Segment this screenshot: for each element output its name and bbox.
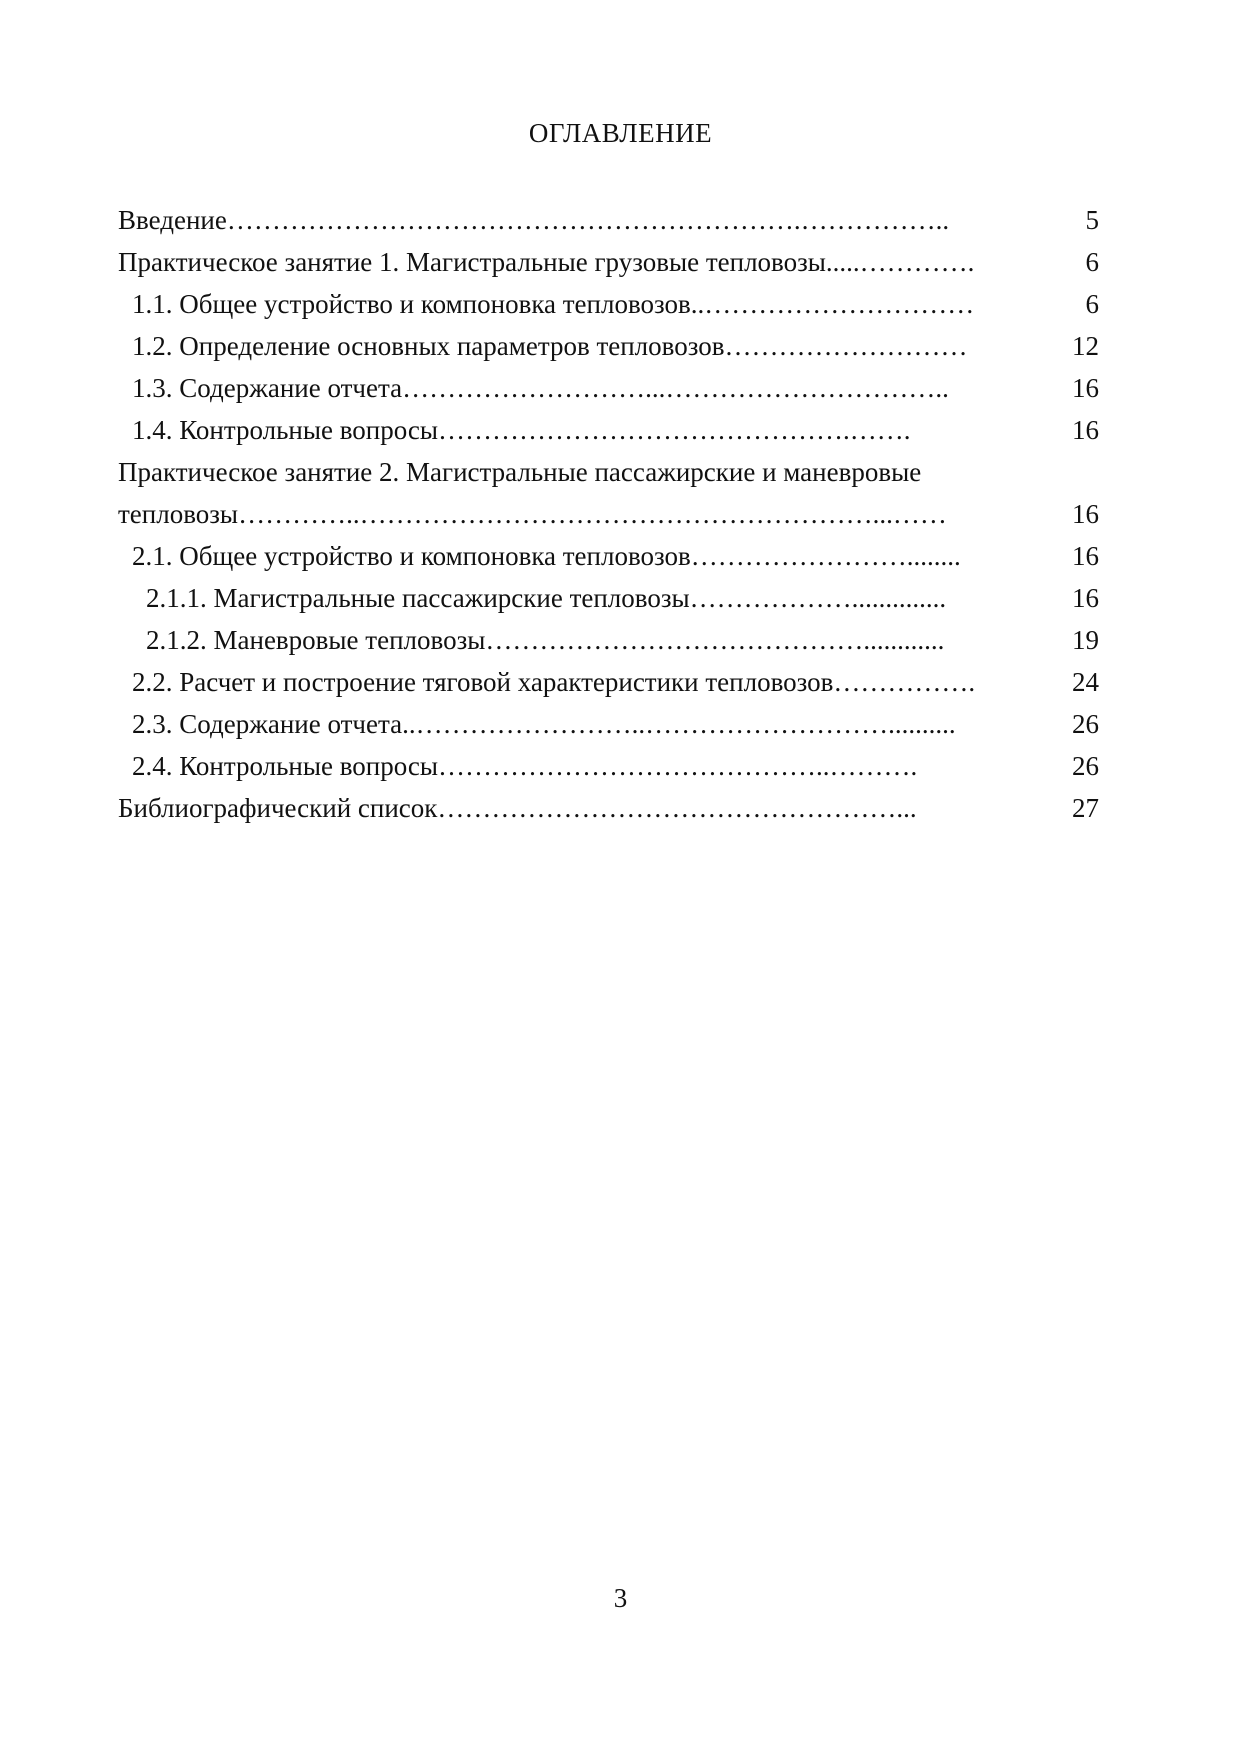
toc-entry-page: 26 bbox=[1072, 709, 1099, 739]
toc-entry-practice-1[interactable] bbox=[0, 241, 1241, 283]
toc-entry-text: Практическое занятие 2. Магистральные пассажирские и маневровые bbox=[118, 457, 922, 487]
toc-entry-1-4[interactable] bbox=[0, 409, 1241, 451]
toc-entry-page: 19 bbox=[1072, 625, 1099, 655]
toc-entry-page: 6 bbox=[1085, 247, 1099, 277]
toc-entry-page: 16 bbox=[1072, 541, 1099, 571]
toc-entry-page: 12 bbox=[1072, 331, 1099, 361]
toc-entry-2-3[interactable] bbox=[0, 703, 1241, 745]
toc-entry-page: 26 bbox=[1072, 751, 1099, 781]
toc-entry-2-2[interactable] bbox=[0, 661, 1241, 703]
toc-entry-bibliography[interactable] bbox=[0, 787, 1241, 829]
toc-entry-introduction[interactable] bbox=[0, 199, 1241, 241]
toc-entry-page: 24 bbox=[1072, 667, 1099, 697]
page-number: 3 bbox=[613, 1583, 628, 1613]
toc-entry-text: 2.3. Содержание отчета..……………………..……………………….......... bbox=[132, 709, 956, 739]
toc-entry-page: 6 bbox=[1085, 289, 1099, 319]
toc-entry-2-1[interactable] bbox=[0, 535, 1241, 577]
toc-entry-text: 1.2. Определение основных параметров тепловозов……………………… bbox=[132, 331, 968, 361]
toc-entry-text: тепловозы…………..…………………………………………………...…… bbox=[118, 499, 947, 529]
page-title: ОГЛАВЛЕНИЕ bbox=[528, 118, 713, 148]
toc-entry-1-1[interactable] bbox=[0, 283, 1241, 325]
toc-entry-page: 16 bbox=[1072, 415, 1099, 445]
toc-entry-page: 5 bbox=[1085, 205, 1099, 235]
toc-entry-text: 2.4. Контрольные вопросы……………………………………..………. bbox=[132, 751, 918, 781]
toc-entry-1-2[interactable] bbox=[0, 325, 1241, 367]
toc-entry-practice-2-cont[interactable] bbox=[0, 493, 1241, 535]
toc-entry-page: 27 bbox=[1072, 793, 1099, 823]
toc-entry-text: 1.4. Контрольные вопросы……………………………………….……. bbox=[132, 415, 911, 445]
toc-entry-1-3[interactable] bbox=[0, 367, 1241, 409]
toc-entry-text: 2.1. Общее устройство и компоновка тепловозов……………………........ bbox=[132, 541, 961, 571]
toc-entry-text: 1.3. Содержание отчета………………………...………………………….. bbox=[132, 373, 949, 403]
toc-entry-text: 2.1.1. Магистральные пассажирские тепловозы……………….............. bbox=[146, 583, 947, 613]
table-of-contents bbox=[0, 199, 1241, 829]
toc-entry-text: Библиографический список……………………………………………... bbox=[118, 793, 917, 823]
toc-entry-text: 1.1. Общее устройство и компоновка тепловозов..………………………… bbox=[132, 289, 975, 319]
toc-entry-2-1-2[interactable] bbox=[0, 619, 1241, 661]
toc-entry-text: Практическое занятие 1. Магистральные грузовые тепловозы.....…………. bbox=[118, 247, 975, 277]
toc-entry-text: Введение……………………………………………………….…………….. bbox=[118, 205, 950, 235]
toc-entry-text: 2.2. Расчет и построение тяговой характеристики тепловозов……………. bbox=[132, 667, 976, 697]
toc-entry-page: 16 bbox=[1072, 583, 1099, 613]
toc-entry-text: 2.1.2. Маневровые тепловозы……………………………………............ bbox=[146, 625, 945, 655]
toc-entry-page: 16 bbox=[1072, 499, 1099, 529]
toc-entry-2-4[interactable] bbox=[0, 745, 1241, 787]
toc-entry-2-1-1[interactable] bbox=[0, 577, 1241, 619]
toc-entry-practice-2[interactable] bbox=[0, 451, 1241, 493]
toc-entry-page: 16 bbox=[1072, 373, 1099, 403]
